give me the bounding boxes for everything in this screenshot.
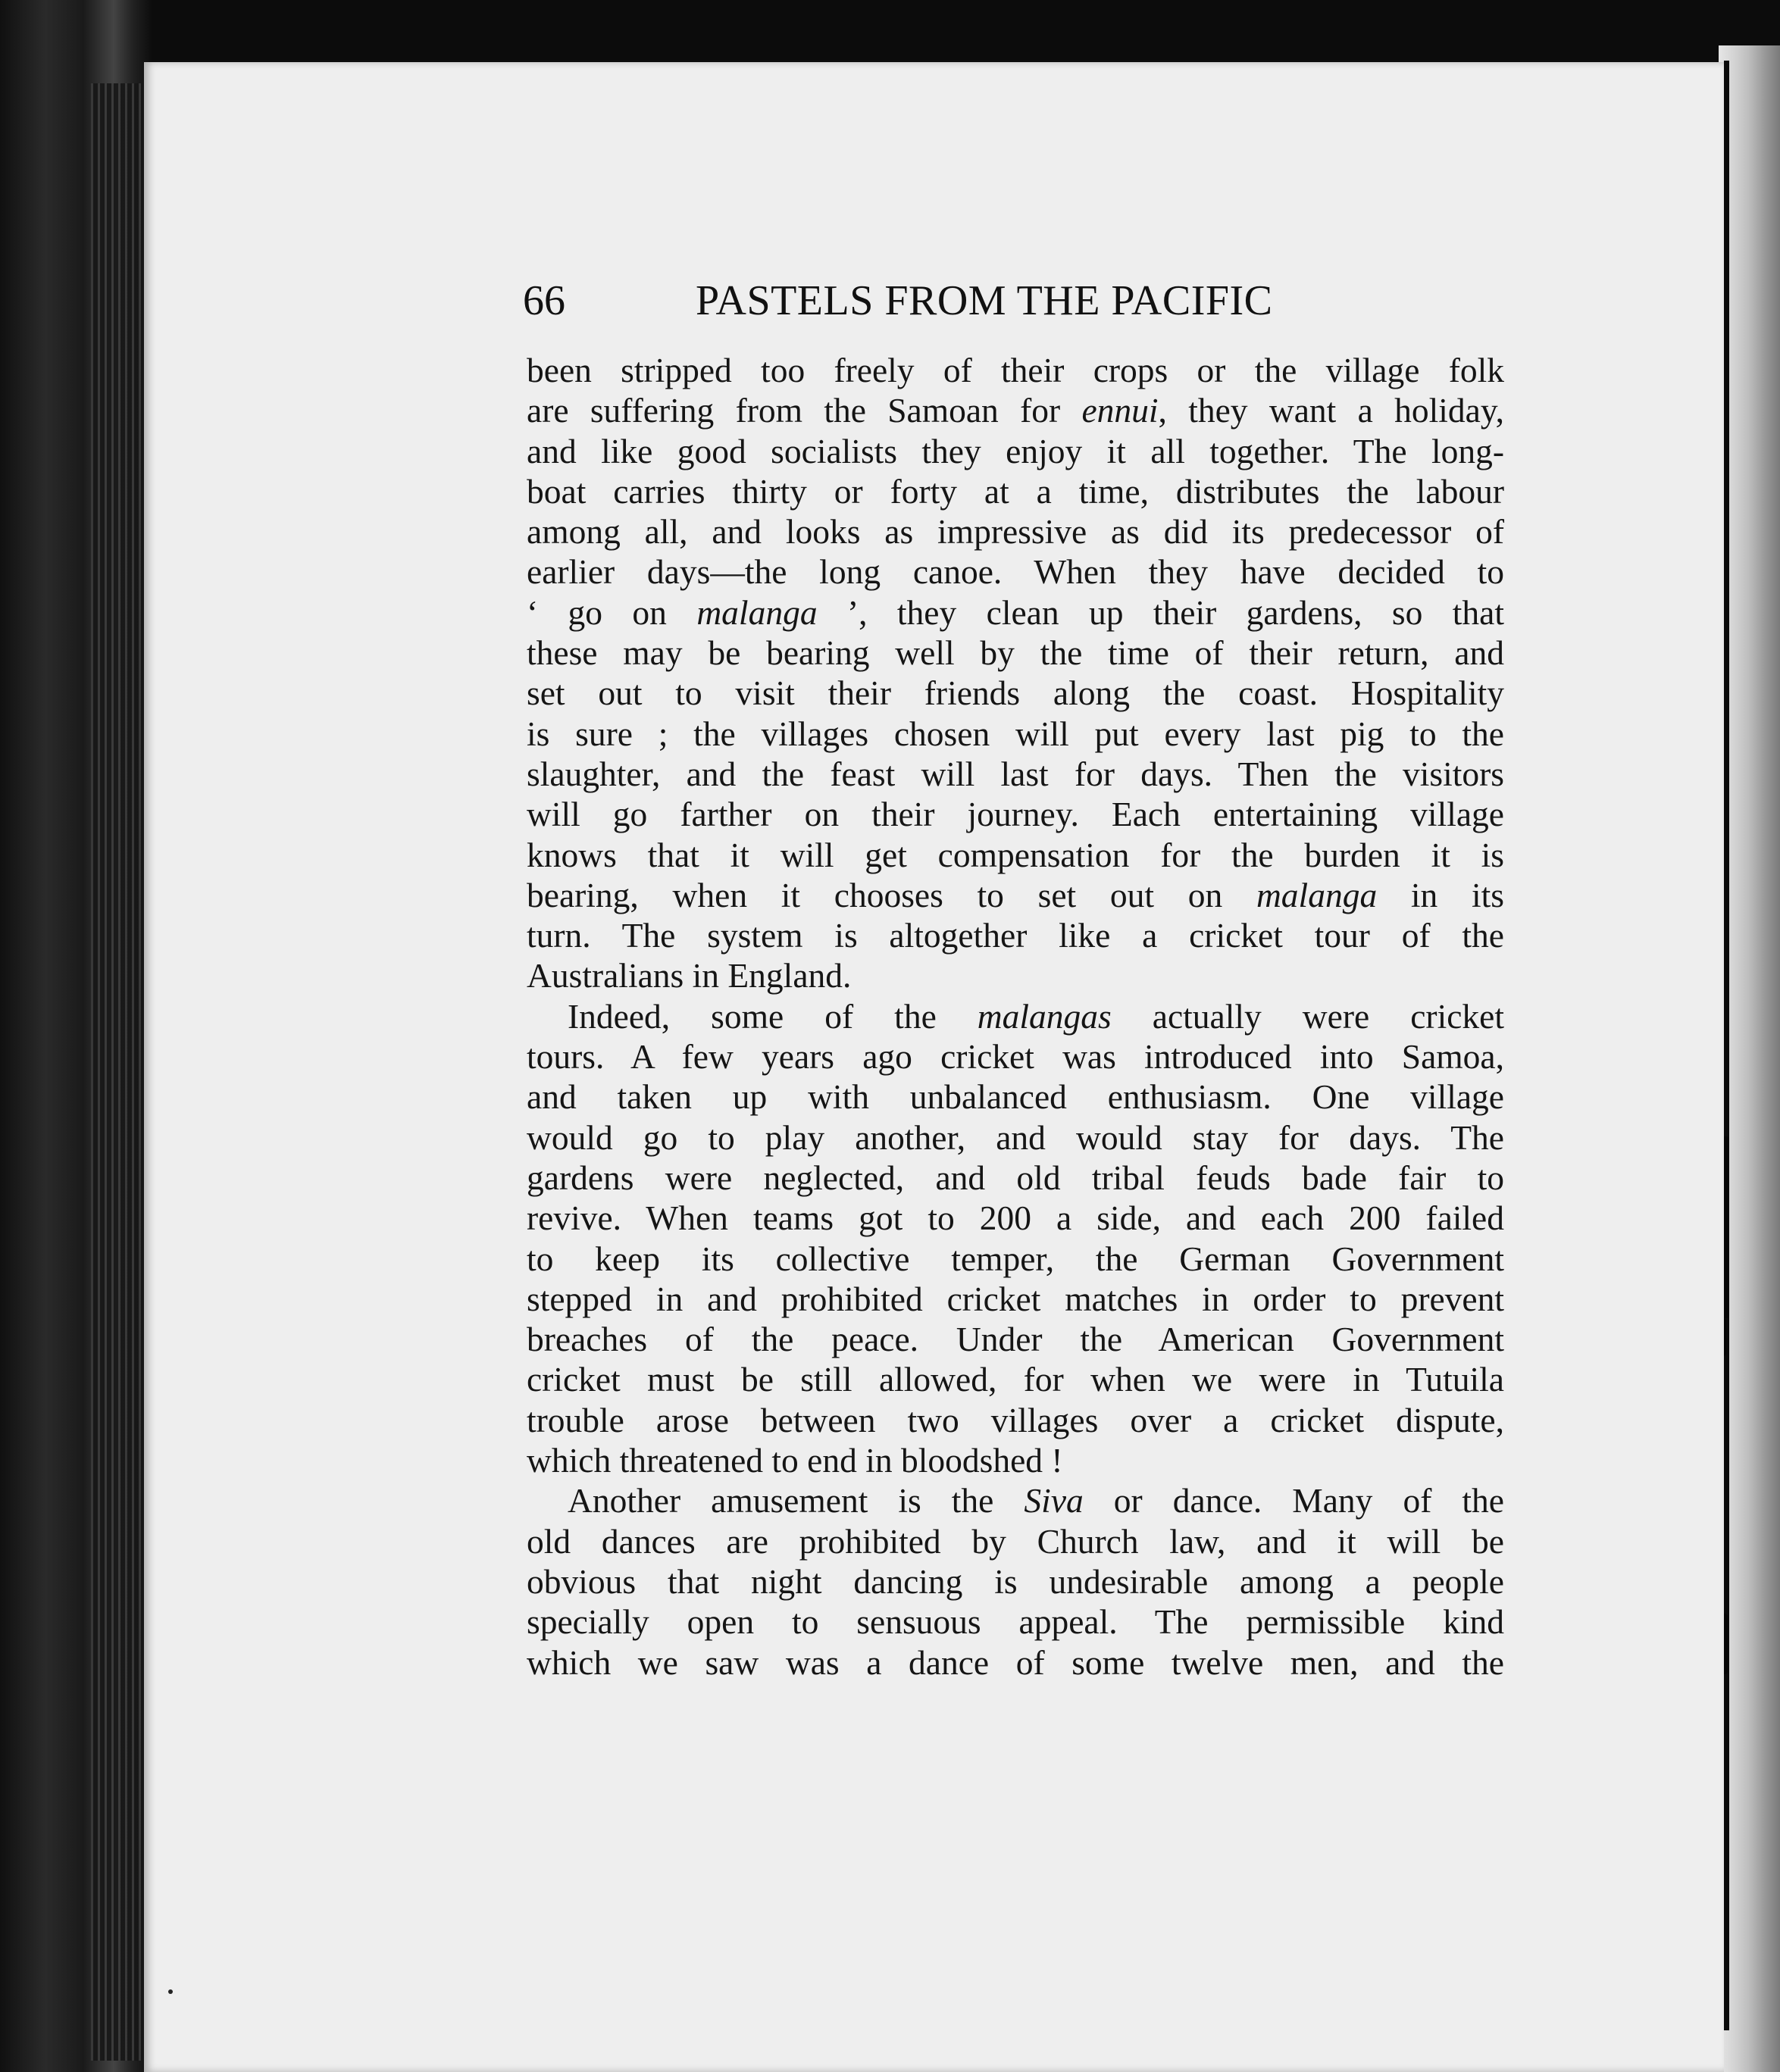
- gutter-line: [1724, 61, 1729, 2030]
- text-line: knows that it will get compensation for the burden it is: [527, 835, 1504, 874]
- page-number: 66: [523, 277, 565, 324]
- page-header: [523, 270, 1311, 331]
- text-line: would go to play another, and would stay for days. The: [527, 1117, 1504, 1157]
- text-line: ‘ go on malanga ’, they clean up their gardens, so that: [527, 592, 1504, 632]
- text-line: obvious that night dancing is undesirable among a people: [527, 1561, 1504, 1601]
- text-line: Another amusement is the Siva or dance. Many of the: [568, 1481, 1504, 1520]
- text-line: will go farther on their journey. Each entertaining village: [527, 795, 1504, 834]
- text-line: is sure ; the villages chosen will put every last pig to the: [527, 714, 1504, 753]
- text-line: Indeed, some of the malangas actually were cricket: [568, 996, 1504, 1036]
- text-line: old dances are prohibited by Church law, and it will be: [527, 1521, 1504, 1561]
- text-line: boat carries thirty or forty at a time, distributes the labour: [527, 471, 1504, 511]
- text-line: which threatened to end in bloodshed !: [527, 1441, 1063, 1480]
- ink-speck: [168, 1989, 173, 1994]
- text-line: tours. A few years ago cricket was introduced into Samoa,: [527, 1037, 1504, 1077]
- text-line: which we saw was a dance of some twelve men, and the: [527, 1642, 1504, 1682]
- text-line: Australians in England.: [527, 956, 852, 995]
- text-line: set out to visit their friends along the coast. Hospitality: [527, 673, 1504, 713]
- text-line: cricket must be still allowed, for when we were in Tutuila: [527, 1360, 1504, 1399]
- text-line: are suffering from the Samoan for ennui, they want a holiday,: [527, 391, 1505, 430]
- text-line: and taken up with unbalanced enthusiasm. One village: [527, 1077, 1504, 1117]
- text-line: bearing, when it chooses to set out on malanga in its: [527, 875, 1504, 914]
- body-text: [527, 350, 1504, 1683]
- text-line: stepped in and prohibited cricket matches in order to prevent: [527, 1279, 1504, 1318]
- text-line: breaches of the peace. Under the American Government: [527, 1320, 1504, 1359]
- text-line: trouble arose between two villages over a cricket dispute,: [527, 1400, 1504, 1439]
- text-line: and like good socialists they enjoy it all together. The long-: [527, 431, 1504, 470]
- scan-background-top: [0, 0, 1780, 68]
- text-line: to keep its collective temper, the German Government: [527, 1239, 1504, 1278]
- running-title: PASTELS FROM THE PACIFIC: [696, 277, 1273, 324]
- text-line: slaughter, and the feast will last for days. Then the visitors: [527, 754, 1504, 793]
- text-line: among all, and looks as impressive as did its predecessor of: [527, 512, 1504, 552]
- text-line: been stripped too freely of their crops or the village folk: [527, 351, 1504, 389]
- text-line: revive. When teams got to 200 a side, and each 200 failed: [527, 1199, 1504, 1238]
- text-line: earlier days—the long canoe. When they have decided to: [527, 552, 1504, 592]
- text-line: these may be bearing well by the time of their return, and: [527, 633, 1504, 673]
- text-line: gardens were neglected, and old tribal feuds bade fair to: [527, 1158, 1504, 1197]
- text-line: specially open to sensuous appeal. The permissible kind: [527, 1602, 1504, 1642]
- page-edges: [91, 83, 148, 2061]
- text-line: turn. The system is altogether like a cricket tour of the: [527, 916, 1504, 955]
